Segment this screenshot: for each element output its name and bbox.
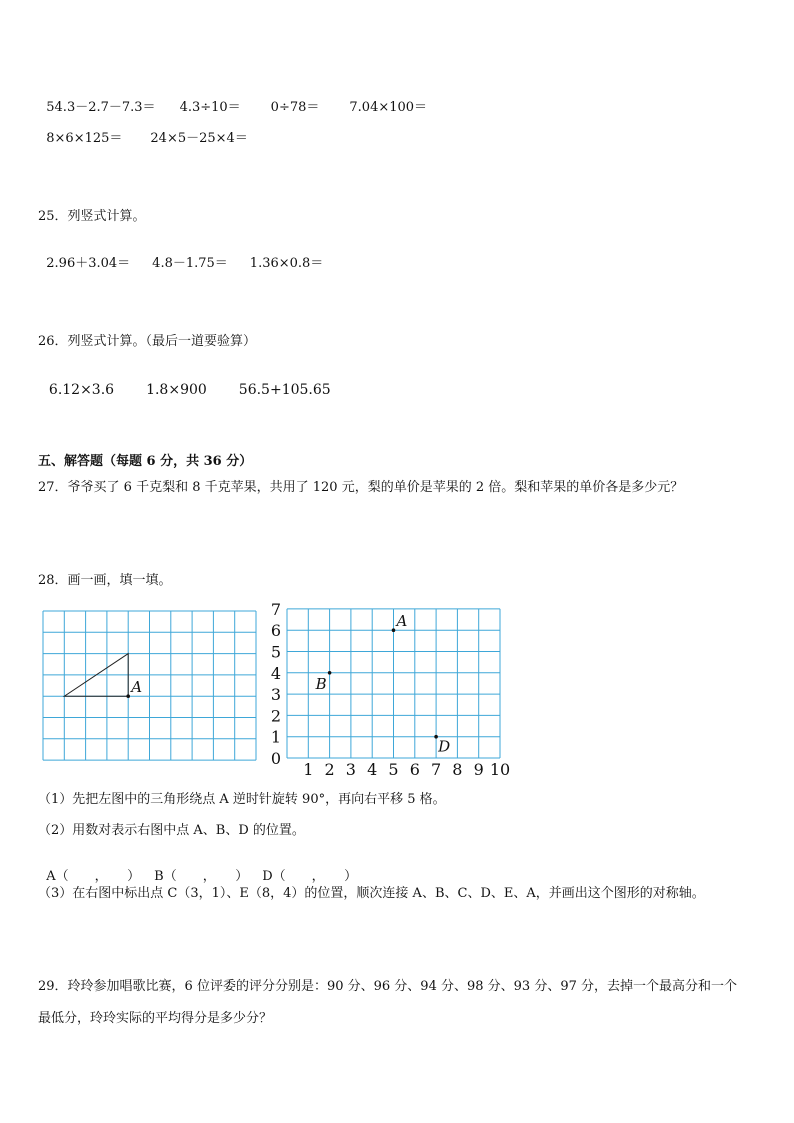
answer-a: A（ ， ） [46,869,141,884]
point-a-label: A [396,612,408,631]
x-tick-label: 5 [388,760,399,779]
q28-title: 28．画一画，填一填。 [38,573,172,588]
answer-d: D（ ， ） [262,869,358,884]
section-heading: 五、解答题（每题 6 分，共 36 分） [38,454,253,469]
y-tick-label: 3 [270,685,281,705]
expr: 24×5－25×4＝ [150,131,248,146]
q25-items [38,240,323,272]
q28-answers [38,853,357,885]
x-tick-label: 4 [367,760,378,779]
point-b-label: B [315,674,327,693]
y-tick-label: 7 [270,599,281,619]
q29-line1: 29．玲玲参加唱歌比赛，6 位评委的评分分别是：90 分、96 分、94 分、98 分、93 分、97 分，去掉一个最高分和一个 [38,979,737,994]
y-tick-label: 2 [270,706,281,726]
x-tick-label: 7 [431,760,442,779]
y-tick-label: 6 [270,621,281,641]
x-tick-label: 3 [345,760,356,779]
right-grid-figure [268,599,511,780]
q26-items [40,366,331,398]
expr: 54.3－2.7－7.3＝ [46,100,156,115]
expr: 4.3÷10＝ [179,100,241,115]
q28-part2: （2）用数对表示右图中点 A、B、D 的位置。 [38,823,305,838]
q24-row-1 [38,84,427,116]
point-d-label: D [438,737,451,756]
point-b [328,671,332,675]
q26-title: 26．列竖式计算。（最后一道要验算） [38,334,257,349]
x-tick-label: 9 [473,760,484,779]
x-tick-label: 1 [303,760,314,779]
x-tick-label: 2 [324,760,335,779]
x-tick-label: 10 [489,760,511,779]
expr: 2.96＋3.04＝ [46,256,131,271]
q25-title: 25．列竖式计算。 [38,209,146,224]
expr: 6.12×3.6 [48,382,115,398]
point-a-label: A [131,678,143,697]
expr: 7.04×100＝ [349,100,428,115]
expr: 0÷78＝ [270,100,320,115]
x-tick-label: 8 [452,760,463,779]
answer-b: B（ ， ） [154,869,249,884]
x-tick-label: 6 [409,760,420,779]
expr: 4.8－1.75＝ [152,256,228,271]
q28-part3: （3）在右图中标出点 C（3，1）、E（8，4）的位置，顺次连接 A、B、C、D、E、A，并画出这个图形的对称轴。 [38,886,705,901]
q28-part1: （1）先把左图中的三角形绕点 A 逆时针旋转 90°，再向右平移 5 格。 [38,792,446,807]
expr: 8×6×125＝ [46,131,123,146]
y-tick-label: 1 [270,727,281,747]
y-tick-label: 4 [270,663,281,683]
point-a [126,694,130,698]
q24-row-2 [38,115,248,147]
point-a [392,628,396,632]
q29-line2: 最低分，玲玲实际的平均得分是多少分？ [38,1011,273,1026]
expr: 1.8×900 [146,382,207,398]
q27-text: 27．爷爷买了 6 千克梨和 8 千克苹果，共用了 120 元，梨的单价是苹果的 2 倍。梨和苹果的单价各是多少元？ [38,480,684,495]
left-grid-figure [42,610,258,762]
y-tick-label: 5 [270,642,281,662]
expr: 56.5+105.65 [238,382,331,398]
expr: 1.36×0.8＝ [249,256,324,271]
y-tick-label: 0 [270,749,281,768]
